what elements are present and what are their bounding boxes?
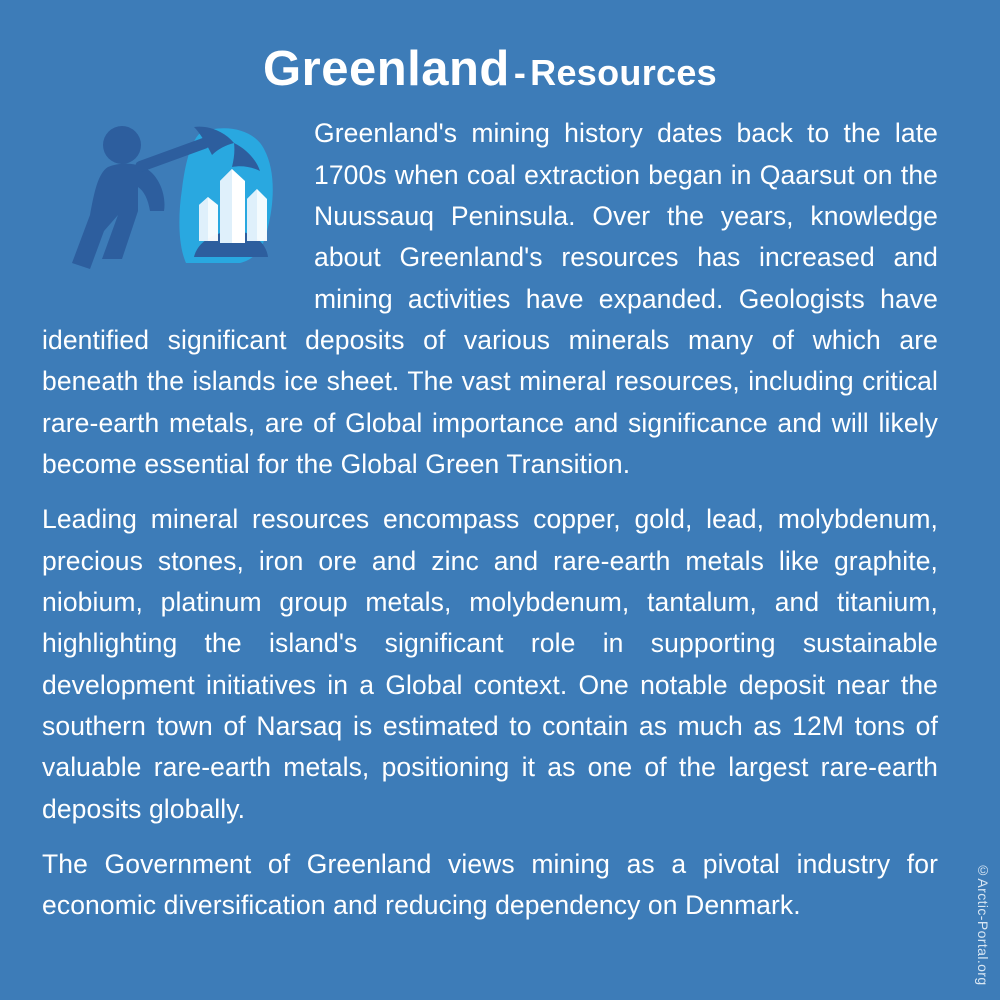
copyright-credit: ©Arctic-Portal.org bbox=[975, 862, 991, 986]
title-sub: Resources bbox=[530, 52, 717, 93]
paragraph-government-view: The Government of Greenland views mining as a pivotal industry for economic diversification and reducing dependency on Denmark. bbox=[42, 849, 938, 921]
title-separator: - bbox=[513, 52, 527, 93]
page-title bbox=[42, 44, 938, 95]
paragraph-mining-history: Greenland's mining history dates back to the late 1700s when coal extraction began in Qaarsut on the Nuussauq Peninsula. Over the years, knowledge about Greenland's resources has increased and mining activities have expanded. Geologists have identified significant deposits of various minerals many of which are beneath the islands ice sheet. The vast mineral resources, including critical rare-earth metals, are of Global importance and significance and will likely become essential for the Global Green Transition. bbox=[42, 118, 938, 480]
paragraph-leading-minerals: Leading mineral resources encompass copper, gold, lead, molybdenum, precious stones, iron ore and zinc and rare-earth metals like graphite, niobium, platinum group metals, molybdenum, tantalum, and titanium, highlighting the island's significant role in supporting sustainable development initiatives in a Global context. One notable deposit near the southern town of Narsaq is estimated to contain as much as 12M tons of valuable rare-earth metals, positioning it as one of the largest rare-earth deposits globally. bbox=[42, 504, 938, 824]
title-main: Greenland bbox=[263, 42, 510, 96]
miner-with-pickaxe-and-gemstones-icon bbox=[68, 119, 300, 291]
